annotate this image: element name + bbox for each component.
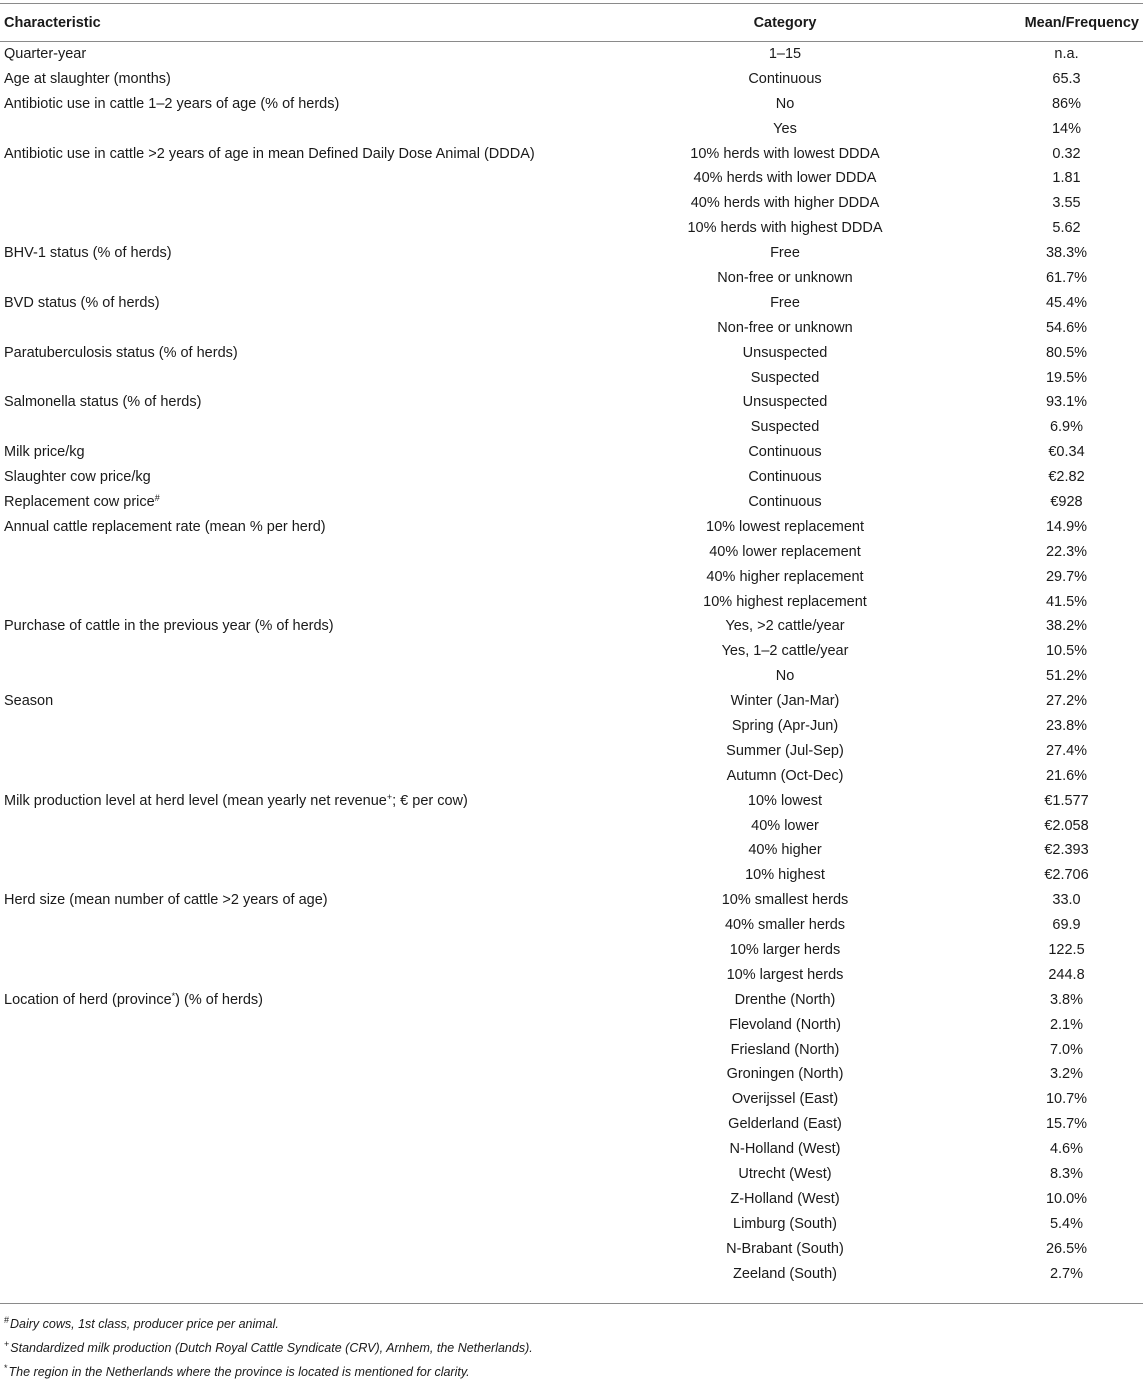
- characteristic-text: BVD status (% of herds): [4, 294, 160, 311]
- cell-characteristic: [0, 589, 620, 614]
- cell-category: Unsuspected: [742, 344, 828, 361]
- cell-category: Overijssel (East): [731, 1091, 839, 1108]
- cell-characteristic: [0, 1087, 620, 1112]
- characteristic-text: Milk price/kg: [4, 444, 85, 461]
- cell-value: 3.2%: [1049, 1066, 1084, 1083]
- cell-characteristic: [0, 42, 620, 67]
- footnote-mark: +: [4, 1339, 10, 1349]
- table-row: [0, 290, 1143, 315]
- cell-category: 40% lower replacement: [709, 543, 861, 560]
- cell-category: 10% highest replacement: [703, 593, 867, 610]
- cell-value: 27.4%: [1045, 742, 1088, 759]
- cell-characteristic: [0, 440, 620, 465]
- table-row: [0, 539, 1143, 564]
- cell-characteristic: [0, 813, 620, 838]
- cell-characteristic: [0, 91, 620, 116]
- characteristic-text: Slaughter cow price/kg: [4, 469, 151, 486]
- cell-characteristic: [0, 216, 620, 241]
- cell-characteristic: [0, 116, 620, 141]
- cell-category: Suspected: [750, 419, 820, 436]
- table-row: [0, 514, 1143, 539]
- cell-value: €2.393: [1044, 842, 1089, 859]
- cell-category: Unsuspected: [742, 394, 828, 411]
- table-row: [0, 813, 1143, 838]
- table-row: [0, 365, 1143, 390]
- cell-category: Summer (Jul-Sep): [726, 742, 844, 759]
- cell-value: 1.81: [1052, 170, 1081, 187]
- cell-value: 27.2%: [1045, 693, 1088, 710]
- footnote: [4, 1310, 533, 1334]
- cell-value: 29.7%: [1045, 568, 1088, 585]
- characteristic-text: Replacement cow price: [4, 494, 155, 511]
- cell-category: Groningen (North): [726, 1066, 844, 1083]
- table-row: [0, 1137, 1143, 1162]
- characteristic-text: Herd size (mean number of cattle >2 years of age): [4, 892, 328, 909]
- cell-characteristic: [0, 938, 620, 963]
- cell-value: €2.058: [1044, 817, 1089, 834]
- table-row: [0, 788, 1143, 813]
- cell-characteristic: [0, 1162, 620, 1187]
- cell-characteristic: [0, 290, 620, 315]
- cell-value: n.a.: [1054, 46, 1079, 63]
- cell-value: 80.5%: [1045, 344, 1088, 361]
- table-row: [0, 191, 1143, 216]
- table-row: [0, 66, 1143, 91]
- cell-value: 86%: [1051, 95, 1082, 112]
- cell-characteristic: [0, 962, 620, 987]
- cell-value: €2.706: [1044, 867, 1089, 884]
- table-row: [0, 962, 1143, 987]
- table-row: [0, 141, 1143, 166]
- cell-value: €1.577: [1044, 792, 1089, 809]
- cell-characteristic: [0, 490, 620, 515]
- table-row: [0, 116, 1143, 141]
- table-row: [0, 888, 1143, 913]
- cell-characteristic: [0, 365, 620, 390]
- cell-category: Continuous: [748, 493, 822, 510]
- cell-value: 5.62: [1052, 220, 1081, 237]
- cell-category: Yes, >2 cattle/year: [725, 618, 845, 635]
- cell-value: 65.3: [1052, 70, 1081, 87]
- table-row: [0, 863, 1143, 888]
- table-row: [0, 689, 1143, 714]
- cell-value: 21.6%: [1045, 767, 1088, 784]
- cell-value: 10.7%: [1045, 1091, 1088, 1108]
- cell-value: 7.0%: [1049, 1041, 1084, 1058]
- characteristic-text: Location of herd (province: [4, 992, 172, 1009]
- cell-value: 23.8%: [1045, 717, 1088, 734]
- table-row: [0, 42, 1143, 67]
- characteristic-text: Season: [4, 693, 54, 710]
- cell-category: Non-free or unknown: [717, 269, 853, 286]
- cell-characteristic: [0, 141, 620, 166]
- table-row: [0, 490, 1143, 515]
- cell-characteristic: [0, 1137, 620, 1162]
- table-row: [0, 938, 1143, 963]
- table-row: [0, 614, 1143, 639]
- characteristic-text: Annual cattle replacement rate (mean % per herd): [4, 518, 326, 535]
- table-row: [0, 664, 1143, 689]
- table-row: [0, 166, 1143, 191]
- cell-characteristic: [0, 66, 620, 91]
- characteristic-suffix: ) (% of herds): [175, 992, 264, 1009]
- cell-value: 10.5%: [1045, 643, 1088, 660]
- cell-category: Continuous: [748, 469, 822, 486]
- table-row: [0, 1112, 1143, 1137]
- cell-value: 41.5%: [1045, 593, 1088, 610]
- characteristic-text: Milk production level at herd level (mean yearly net revenue: [4, 793, 387, 810]
- cell-characteristic: [0, 1186, 620, 1211]
- cell-characteristic: [0, 514, 620, 539]
- characteristics-table: [0, 3, 1143, 1286]
- cell-category: Z-Holland (West): [730, 1190, 840, 1207]
- cell-value: 26.5%: [1045, 1240, 1088, 1257]
- cell-characteristic: [0, 1211, 620, 1236]
- cell-characteristic: [0, 415, 620, 440]
- cell-category: No: [775, 668, 795, 685]
- cell-category: 10% lowest: [747, 792, 823, 809]
- table-row: [0, 1037, 1143, 1062]
- cell-characteristic: [0, 266, 620, 291]
- characteristic-text: Antibiotic use in cattle 1–2 years of age (% of herds): [4, 95, 340, 112]
- cell-value: 45.4%: [1045, 294, 1088, 311]
- table-row: [0, 216, 1143, 241]
- cell-characteristic: [0, 863, 620, 888]
- footnote: [4, 1358, 533, 1382]
- header-mean-frequency: Mean/Frequency: [950, 4, 1143, 42]
- table-row: [0, 315, 1143, 340]
- cell-characteristic: [0, 1236, 620, 1261]
- cell-value: €0.34: [1048, 444, 1085, 461]
- cell-category: 10% lowest replacement: [706, 518, 864, 535]
- cell-characteristic: [0, 465, 620, 490]
- cell-category: 1–15: [768, 46, 802, 63]
- cell-value: 22.3%: [1045, 543, 1088, 560]
- cell-characteristic: [0, 241, 620, 266]
- cell-value: 19.5%: [1045, 369, 1088, 386]
- table-row: [0, 1062, 1143, 1087]
- cell-characteristic: [0, 788, 620, 813]
- cell-category: 10% highest: [745, 867, 825, 884]
- table-row: [0, 465, 1143, 490]
- cell-value: 93.1%: [1045, 394, 1088, 411]
- bottom-rule: [0, 1303, 1143, 1304]
- cell-category: Autumn (Oct-Dec): [726, 767, 844, 784]
- footnote-mark: +: [386, 792, 393, 803]
- cell-characteristic: [0, 689, 620, 714]
- table-row: [0, 1012, 1143, 1037]
- header-characteristic: Characteristic: [0, 4, 620, 42]
- cell-category: Limburg (South): [733, 1215, 837, 1232]
- characteristic-suffix: ; € per cow): [392, 793, 468, 810]
- header-row: [0, 4, 1143, 42]
- cell-characteristic: [0, 1037, 620, 1062]
- cell-value: 4.6%: [1049, 1141, 1084, 1158]
- cell-category: 40% higher replacement: [706, 568, 864, 585]
- table-row: [0, 738, 1143, 763]
- cell-category: Utrecht (West): [738, 1166, 832, 1183]
- characteristic-text: Purchase of cattle in the previous year (% of herds): [4, 618, 334, 635]
- characteristic-text: Paratuberculosis status (% of herds): [4, 344, 238, 361]
- cell-characteristic: [0, 913, 620, 938]
- cell-category: Flevoland (North): [728, 1016, 841, 1033]
- cell-category: 40% lower: [751, 817, 819, 834]
- footnote-mark: #: [4, 1315, 10, 1325]
- cell-category: N-Brabant (South): [726, 1240, 844, 1257]
- table-row: [0, 340, 1143, 365]
- cell-category: N-Holland (West): [729, 1141, 841, 1158]
- table-row: [0, 266, 1143, 291]
- cell-category: 10% larger herds: [729, 942, 841, 958]
- footnotes: [4, 1310, 533, 1382]
- cell-value: 122.5: [1048, 942, 1085, 958]
- cell-characteristic: [0, 888, 620, 913]
- cell-characteristic: [0, 1261, 620, 1286]
- table-body: [0, 42, 1143, 1287]
- cell-value: €2.82: [1048, 469, 1085, 486]
- cell-value: 61.7%: [1045, 269, 1088, 286]
- table-row: [0, 838, 1143, 863]
- cell-category: 10% herds with highest DDDA: [687, 220, 883, 237]
- cell-category: 40% smaller herds: [724, 917, 846, 934]
- cell-category: 10% largest herds: [726, 966, 844, 983]
- cell-value: 51.2%: [1045, 668, 1088, 685]
- table-row: [0, 987, 1143, 1012]
- cell-value: 14.9%: [1045, 518, 1088, 535]
- footnote-text: The region in the Netherlands where the province is located is mentioned for clarity.: [8, 1365, 470, 1379]
- table-row: [0, 390, 1143, 415]
- footnote-text: Standardized milk production (Dutch Royal Cattle Syndicate (CRV), Arnhem, the Netherlands).: [10, 1341, 533, 1355]
- footnote-mark: *: [4, 1363, 8, 1373]
- cell-category: Continuous: [748, 444, 822, 461]
- table-row: [0, 91, 1143, 116]
- characteristic-text: Quarter-year: [4, 46, 87, 63]
- characteristic-text: BHV-1 status (% of herds): [4, 245, 172, 262]
- cell-category: Free: [770, 245, 800, 262]
- cell-characteristic: [0, 714, 620, 739]
- cell-characteristic: [0, 838, 620, 863]
- cell-characteristic: [0, 539, 620, 564]
- footnote-mark: *: [171, 991, 176, 1002]
- cell-category: 40% herds with lower DDDA: [693, 170, 877, 187]
- cell-value: 244.8: [1048, 966, 1085, 983]
- cell-value: 2.1%: [1049, 1016, 1084, 1033]
- cell-value: 3.55: [1052, 195, 1081, 212]
- cell-value: 38.2%: [1045, 618, 1088, 635]
- cell-category: Winter (Jan-Mar): [730, 693, 840, 710]
- cell-characteristic: [0, 166, 620, 191]
- table-row: [0, 241, 1143, 266]
- cell-category: Yes: [773, 120, 797, 137]
- table-row: [0, 639, 1143, 664]
- cell-category: Continuous: [748, 70, 822, 87]
- cell-characteristic: [0, 340, 620, 365]
- table-row: [0, 1261, 1143, 1286]
- table-row: [0, 589, 1143, 614]
- cell-value: 6.9%: [1049, 419, 1084, 436]
- table-header: [0, 4, 1143, 42]
- cell-category: 40% higher: [748, 842, 822, 859]
- table-row: [0, 1087, 1143, 1112]
- cell-characteristic: [0, 987, 620, 1012]
- cell-characteristic: [0, 191, 620, 216]
- cell-category: Suspected: [750, 369, 820, 386]
- table-row: [0, 1211, 1143, 1236]
- cell-characteristic: [0, 390, 620, 415]
- footnote-text: Dairy cows, 1st class, producer price per animal.: [10, 1317, 279, 1331]
- cell-category: No: [775, 95, 795, 112]
- cell-value: 33.0: [1052, 892, 1081, 909]
- cell-category: 10% smallest herds: [721, 892, 849, 909]
- cell-value: 54.6%: [1045, 319, 1088, 336]
- cell-category: Spring (Apr-Jun): [731, 717, 839, 734]
- cell-value: €928: [1050, 493, 1083, 510]
- cell-value: 0.32: [1052, 145, 1081, 162]
- header-category: Category: [620, 4, 950, 42]
- cell-characteristic: [0, 664, 620, 689]
- cell-value: 10.0%: [1045, 1190, 1088, 1207]
- table-row: [0, 913, 1143, 938]
- cell-characteristic: [0, 738, 620, 763]
- cell-characteristic: [0, 763, 620, 788]
- table-row: [0, 1186, 1143, 1211]
- cell-characteristic: [0, 564, 620, 589]
- table-row: [0, 415, 1143, 440]
- cell-value: 5.4%: [1049, 1215, 1084, 1232]
- cell-characteristic: [0, 1062, 620, 1087]
- table-row: [0, 714, 1143, 739]
- cell-value: 8.3%: [1049, 1166, 1084, 1183]
- cell-value: 2.7%: [1049, 1265, 1084, 1282]
- cell-category: Zeeland (South): [733, 1265, 837, 1282]
- cell-category: Gelderland (East): [728, 1116, 842, 1133]
- table-row: [0, 763, 1143, 788]
- cell-characteristic: [0, 1112, 620, 1137]
- cell-value: 14%: [1051, 120, 1082, 137]
- cell-characteristic: [0, 315, 620, 340]
- characteristic-text: Age at slaughter (months): [4, 70, 171, 87]
- cell-value: 38.3%: [1045, 245, 1088, 262]
- cell-category: Yes, 1–2 cattle/year: [721, 643, 849, 660]
- table-row: [0, 440, 1143, 465]
- table-row: [0, 564, 1143, 589]
- cell-characteristic: [0, 614, 620, 639]
- cell-category: 40% herds with higher DDDA: [690, 195, 880, 212]
- cell-category: 10% herds with lowest DDDA: [690, 145, 880, 162]
- cell-characteristic: [0, 639, 620, 664]
- footnote-mark: #: [154, 493, 160, 504]
- cell-category: Friesland (North): [730, 1041, 840, 1058]
- characteristic-text: Salmonella status (% of herds): [4, 394, 202, 411]
- characteristic-text: Antibiotic use in cattle >2 years of age in mean Defined Daily Dose Animal (DDDA): [4, 145, 535, 162]
- cell-category: Drenthe (North): [734, 991, 836, 1008]
- cell-category: Free: [770, 294, 800, 311]
- cell-characteristic: [0, 1012, 620, 1037]
- table-row: [0, 1162, 1143, 1187]
- cell-category: Non-free or unknown: [717, 319, 853, 336]
- cell-value: 69.9: [1052, 917, 1081, 934]
- table-row: [0, 1236, 1143, 1261]
- footnote: [4, 1334, 533, 1358]
- cell-value: 15.7%: [1045, 1116, 1088, 1133]
- cell-value: 3.8%: [1049, 991, 1084, 1008]
